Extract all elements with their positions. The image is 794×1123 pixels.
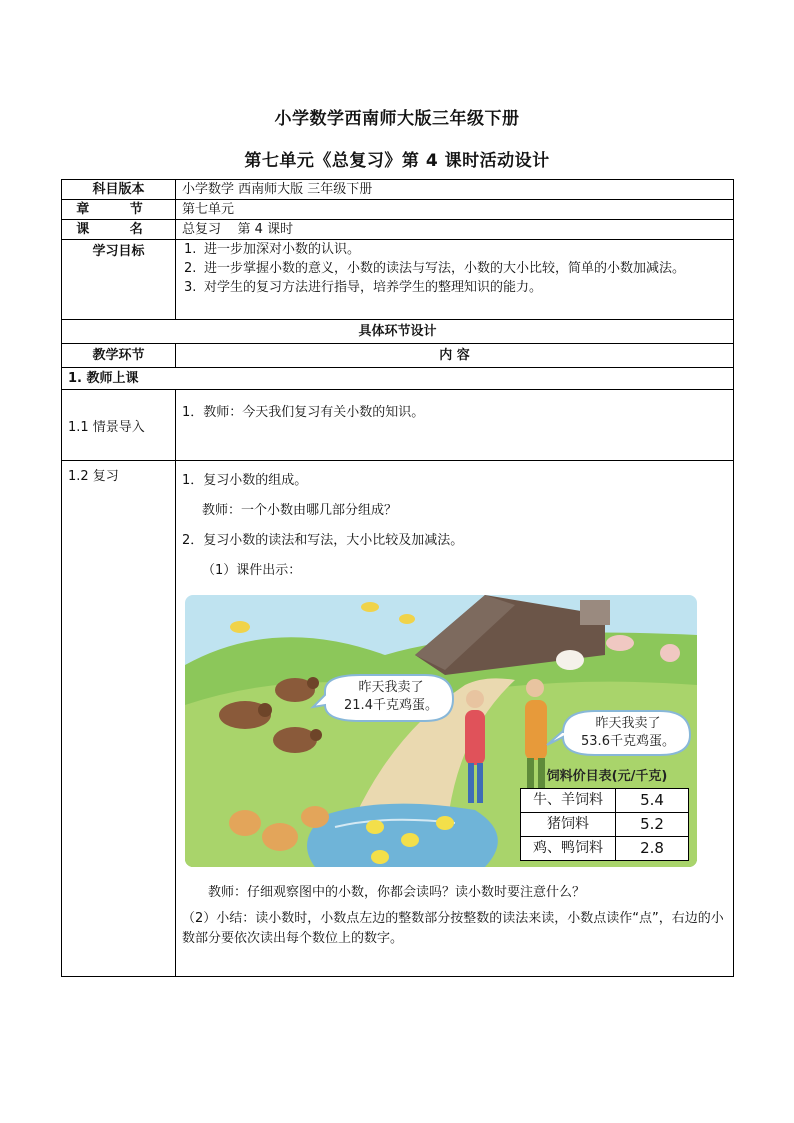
goals-value <box>176 240 734 320</box>
design-header: 具体环节设计 <box>62 320 734 344</box>
column-header-content: 内 容 <box>176 344 734 368</box>
chapter-value: 第七单元 <box>176 200 734 220</box>
step2-line: （2）小结：读小数时，小数点左边的整数部分按整数的读法来读，小数点读作“点”，右边的小数部分要依次读出每个数位上的数字。 <box>182 911 724 946</box>
document-title: 小学数学西南师大版三年级下册 <box>274 109 520 129</box>
price-row <box>521 837 689 861</box>
goal-item: 2. 进一步掌握小数的意义，小数的读法与写法，小数的大小比较，简单的小数加减法。 <box>184 261 686 276</box>
feed-name: 牛、羊饲料 <box>521 789 616 813</box>
row-column-headers <box>62 344 734 368</box>
step2-line: 教师：仔细观察图中的小数，你都会读吗？读小数时要注意什么？ <box>208 885 586 900</box>
price-table-title: 饲料价目表(元/千克) <box>546 769 668 784</box>
lesson-table <box>61 179 734 977</box>
bubble-right: 昨天我卖了 53.6千克鸡蛋。 <box>581 716 675 749</box>
row-step1 <box>62 390 734 461</box>
feed-price: 2.8 <box>616 837 689 861</box>
lesson-label: 课 名 <box>62 220 176 240</box>
row-goals <box>62 240 734 320</box>
goals-label: 学习目标 <box>62 240 176 320</box>
row-section1 <box>62 368 734 390</box>
column-header-step: 教学环节 <box>62 344 176 368</box>
lesson-value: 总复习 第 4 课时 <box>176 220 734 240</box>
goal-item: 1. 进一步加深对小数的认识。 <box>184 242 361 257</box>
step2-line: 教师：一个小数由哪几部分组成？ <box>202 503 398 518</box>
feed-name: 鸡、鸭饲料 <box>521 837 616 861</box>
feed-price: 5.2 <box>616 813 689 837</box>
price-table <box>520 788 689 861</box>
subject-value: 小学数学 西南师大版 三年级下册 <box>176 180 734 200</box>
step2-line: 1．复习小数的组成。 <box>182 473 308 488</box>
row-lesson <box>62 220 734 240</box>
step2-label: 1.2 复习 <box>62 461 176 977</box>
step2-line: （1）课件出示： <box>202 563 302 578</box>
subject-label: 科目版本 <box>62 180 176 200</box>
row-subject <box>62 180 734 200</box>
row-chapter <box>62 200 734 220</box>
feed-price: 5.4 <box>616 789 689 813</box>
row-step2 <box>62 461 734 977</box>
goal-item: 3. 对学生的复习方法进行指导，培养学生的整理知识的能力。 <box>184 280 543 295</box>
price-row <box>521 813 689 837</box>
price-row <box>521 789 689 813</box>
farm-illustration <box>185 595 697 867</box>
step1-label: 1.1 情景导入 <box>62 390 176 461</box>
document-subtitle: 第七单元《总复习》第 4 课时活动设计 <box>244 151 550 171</box>
step1-content: 1．教师：今天我们复习有关小数的知识。 <box>176 390 734 461</box>
step2-line: 2．复习小数的读法和写法，大小比较及加减法。 <box>182 533 464 548</box>
bubble-left: 昨天我卖了 21.4千克鸡蛋。 <box>344 680 438 713</box>
section-title: 1. 教师上课 <box>62 368 734 390</box>
row-design-header <box>62 320 734 344</box>
feed-name: 猪饲料 <box>521 813 616 837</box>
step2-content <box>176 461 734 977</box>
chapter-label: 章 节 <box>62 200 176 220</box>
